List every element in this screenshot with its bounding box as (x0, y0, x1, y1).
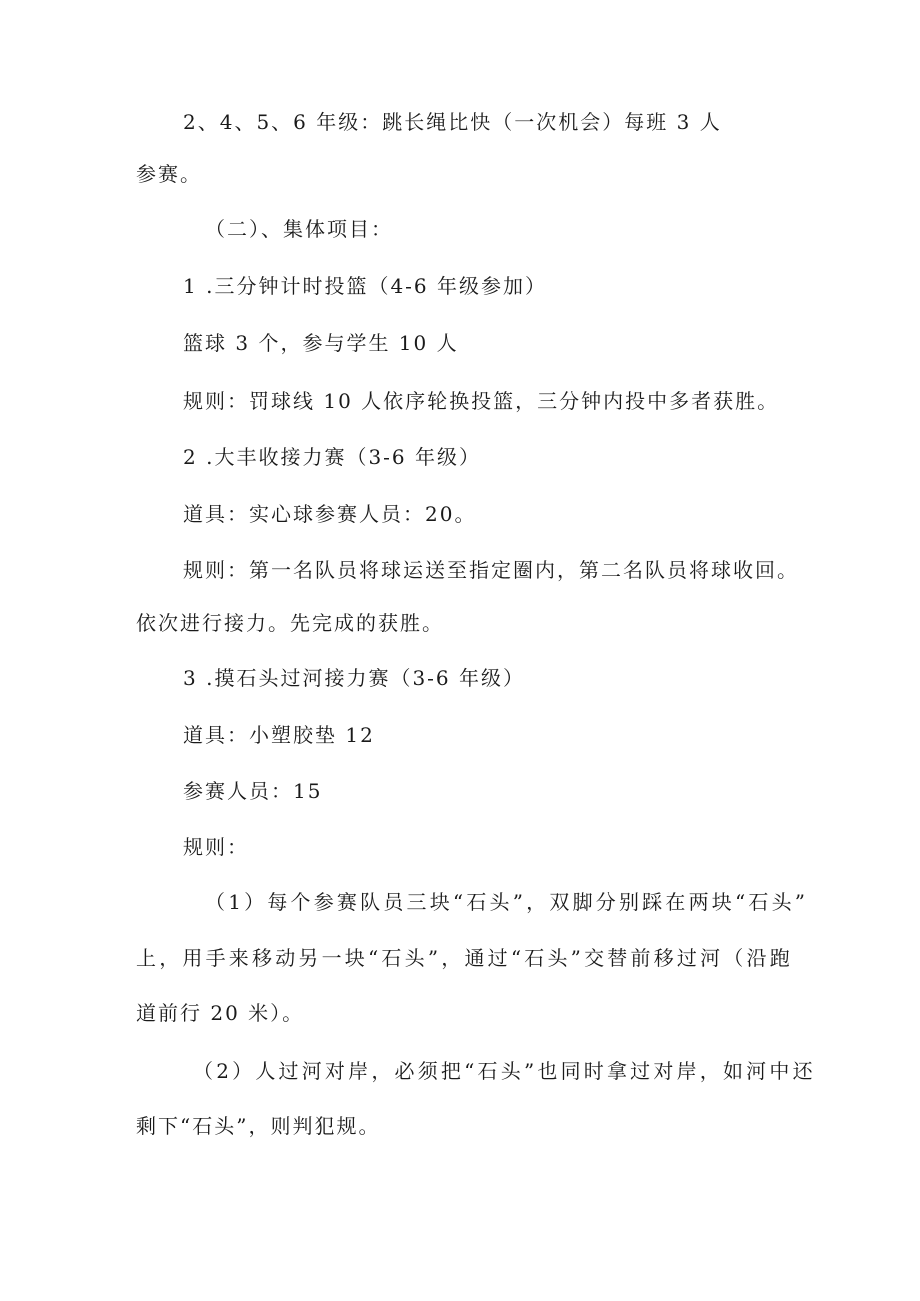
paragraph-line: 篮球 3 个，参与学生 10 人 (183, 331, 459, 355)
paragraph-line: 参赛人员：15 (183, 779, 323, 803)
item-heading: 2 .大丰收接力赛（3-6 年级） (183, 445, 482, 469)
paragraph-line: 依次进行接力。先完成的获胜。 (136, 611, 444, 635)
paragraph-line: 道具：小塑胶垫 12 (183, 723, 375, 747)
paragraph-line: 参赛。 (136, 162, 202, 186)
paragraph-line: 上，用手来移动另一块“石头”，通过“石头”交替前移过河（沿跑 (136, 946, 793, 970)
item-heading: 1 .三分钟计时投篮（4-6 年级参加） (183, 274, 548, 298)
paragraph-line: 规则：第一名队员将球运送至指定圈内，第二名队员将球收回。 (183, 558, 799, 582)
paragraph-line: 道具：实心球参赛人员：20。 (183, 502, 477, 526)
paragraph-line: （2）人过河对岸，必须把“石头”也同时拿过对岸，如河中还 (193, 1059, 816, 1083)
paragraph-line: 规则：罚球线 10 人依序轮换投篮，三分钟内投中多者获胜。 (183, 389, 780, 413)
paragraph-line: 剩下“石头”，则判犯规。 (136, 1114, 381, 1138)
item-heading: 3 .摸石头过河接力赛（3-6 年级） (183, 666, 526, 690)
paragraph-line: （1）每个参赛队员三块“石头”，双脚分别踩在两块“石头” (205, 890, 809, 914)
paragraph-line: 规则： (183, 835, 249, 859)
paragraph-line: 2、4、5、6 年级：跳长绳比快（一次机会）每班 3 人 (183, 110, 722, 134)
section-heading: （二）、集体项目： (205, 217, 393, 241)
paragraph-line: 道前行 20 米）。 (136, 1001, 305, 1025)
